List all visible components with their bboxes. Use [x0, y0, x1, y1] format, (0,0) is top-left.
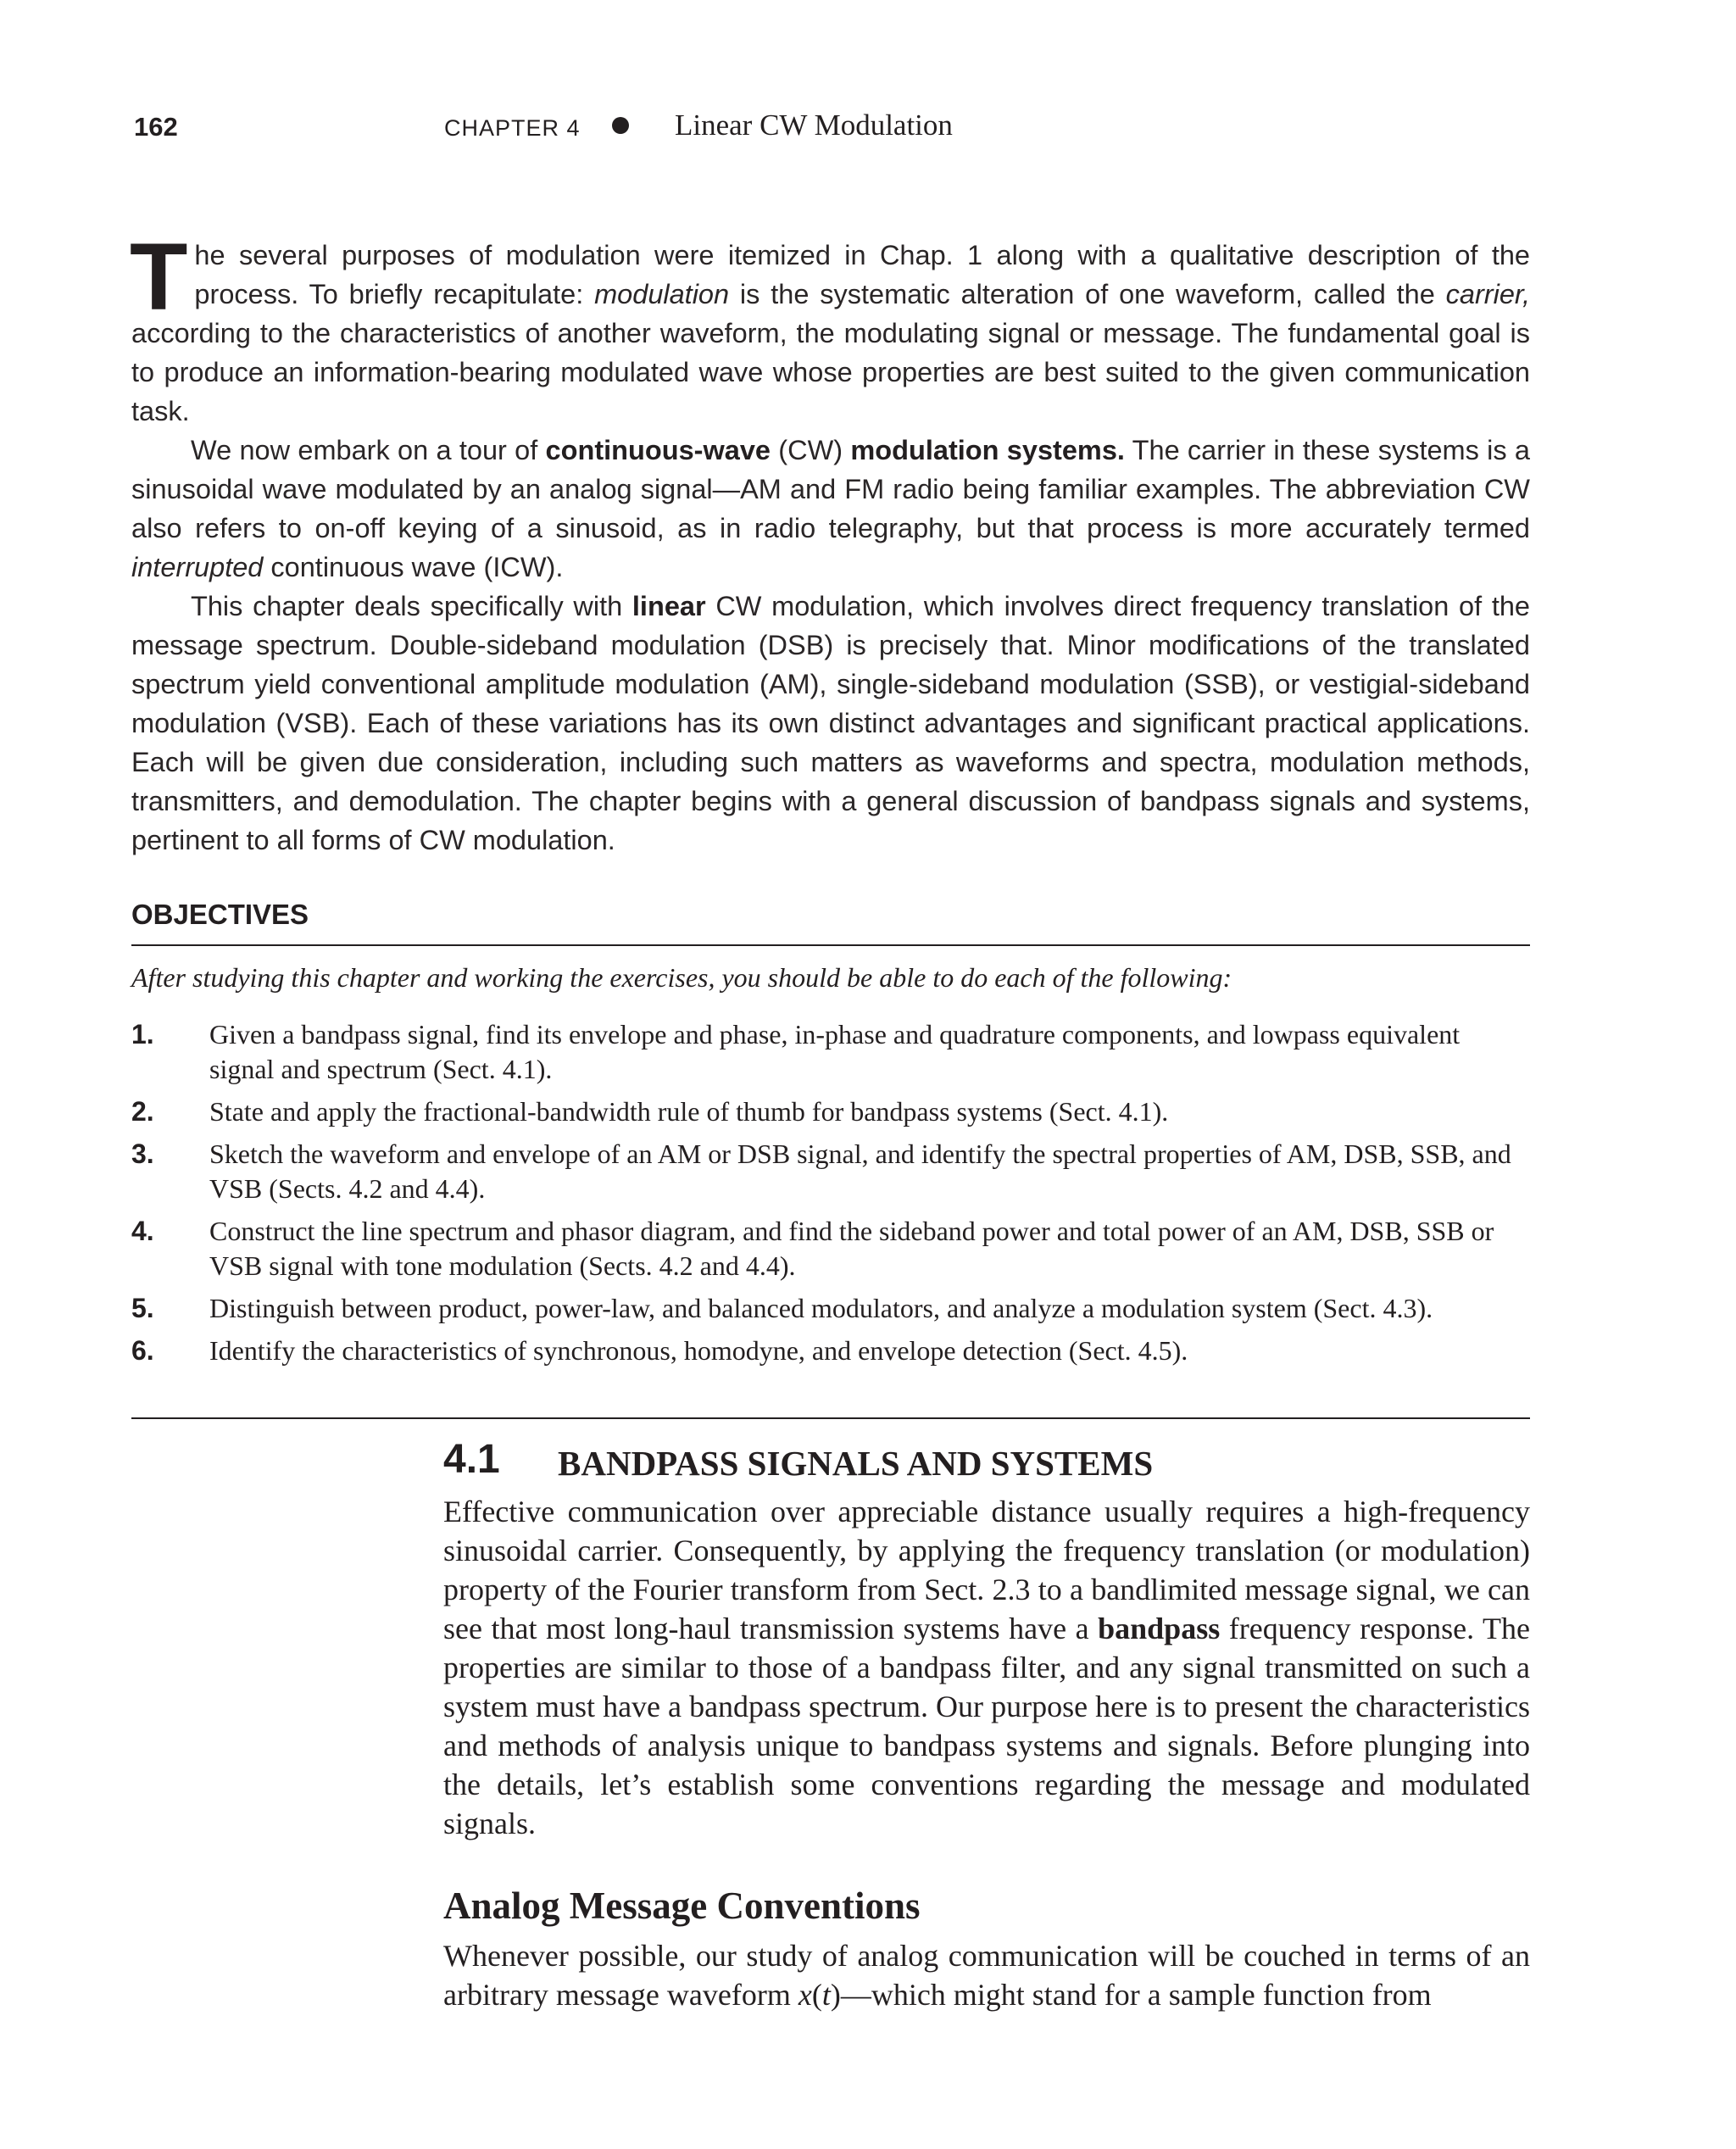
item-number: 3. [131, 1139, 154, 1169]
item-number: 1. [131, 1019, 154, 1049]
section-number: 4.1 [443, 1437, 500, 1482]
subsection-body [443, 1936, 1530, 2014]
list-item: 1. Given a bandpass signal, find its envelope and phase, in-phase and quadrature components, and lowpass equivalent signal and spectrum (Sect. 4.1). [131, 1019, 1461, 1084]
list-item: 4. Construct the line spectrum and phasor diagram, and find the sideband power and total power of an AM, DSB, SSB or VSB signal with tone modulation (Sects. 4.2 and 4.4). [131, 1216, 1494, 1281]
intro-paragraph-2: We now embark on a tour of continuous-wave (CW) modulation systems. The carrier in these systems is a sinusoidal wave modulated by an analog signal—AM and FM radio being familiar examples. The abbreviation CW also refers to on-off keying of a sinusoid, as in radio telegraphy, but that process is more accurately termed interrupted continuous wave (ICW). [131, 435, 1531, 582]
section-title: BANDPASS SIGNALS AND SYSTEMS [558, 1444, 1154, 1483]
intro-paragraph-3: This chapter deals specifically with linear CW modulation, which involves direct frequency translation of the message spectrum. Double-sideband modulation (DSB) is precisely that. Minor modifications of the translated spectrum yield conventional amplitude modulation (AM), single-sideband modulation (SSB), or vestigial-sideband modulation (VSB). Each of these variations has its own distinct advantages and significant practical applications. Each will be given due consideration, including such matters as waveforms and spectra, modulation methods, transmitters, and demodulation. The chapter begins with a general discussion of bandpass signals and systems, pertinent to all forms of CW modulation. [131, 591, 1530, 855]
subsection-paragraph: Whenever possible, our study of analog communication will be couched in terms of an arbitrary message waveform x(t)—which might stand for a sample function from [443, 1939, 1530, 2012]
intro-paragraph-1: The several purposes of modulation were itemized in Chap. 1 along with a qualitative description of the process. To briefly recapitulate: modulation is the systematic alteration of one waveform, called the carrier, according to the characteristics of another waveform, the modulating signal or message. The fundamental goal is to produce an information-bearing modulated wave whose properties are best suited to the given communication task. [130, 224, 1530, 426]
section-body [443, 1492, 1530, 1843]
bullet-icon [612, 117, 629, 134]
chapter-title: Linear CW Modulation [675, 109, 953, 142]
item-number: 6. [131, 1335, 154, 1366]
list-item: 3. Sketch the waveform and envelope of an AM or DSB signal, and identify the spectral properties of AM, DSB, SSB, and VSB (Sects. 4.2 and 4.4). [131, 1139, 1511, 1204]
list-item: 2. State and apply the fractional-bandwidth rule of thumb for bandpass systems (Sect. 4.1). [131, 1094, 1530, 1129]
section-paragraph: Effective communication over appreciable distance usually requires a high-frequency sinusoidal carrier. Consequently, by applying the frequency translation (or modulation) property of the Fourier transform from Sect. 2.3 to a bandlimited message signal, we can see that most long-haul transmission systems have a bandpass frequency response. The properties are similar to those of a bandpass filter, and any signal transmitted on such a system must have a bandpass spectrum. Our purpose here is to present the characteristics and methods of analysis unique to bandpass systems and signals. Before plunging into the details, let’s establish some conventions regarding the message and modulated signals. [443, 1495, 1530, 1840]
item-number: 5. [131, 1293, 154, 1323]
item-number: 2. [131, 1096, 154, 1127]
objectives-heading: OBJECTIVES [131, 899, 309, 930]
item-number: 4. [131, 1216, 154, 1246]
objectives-list [131, 1017, 1530, 1376]
page-number: 162 [134, 112, 178, 142]
list-item: 6. Identify the characteristics of synchronous, homodyne, and envelope detection (Sect. 4.5). [131, 1333, 1530, 1368]
list-item: 5. Distinguish between product, power-law, and balanced modulators, and analyze a modulation system (Sect. 4.3). [131, 1291, 1530, 1326]
divider [131, 944, 1530, 946]
chapter-label: CHAPTER 4 [444, 115, 581, 141]
divider [131, 1417, 1530, 1419]
objectives-intro: After studying this chapter and working the exercises, you should be able to do each of the following: [131, 962, 1232, 993]
drop-cap: T [130, 224, 188, 330]
intro-text [130, 224, 1531, 860]
subsection-title: Analog Message Conventions [443, 1885, 921, 1927]
